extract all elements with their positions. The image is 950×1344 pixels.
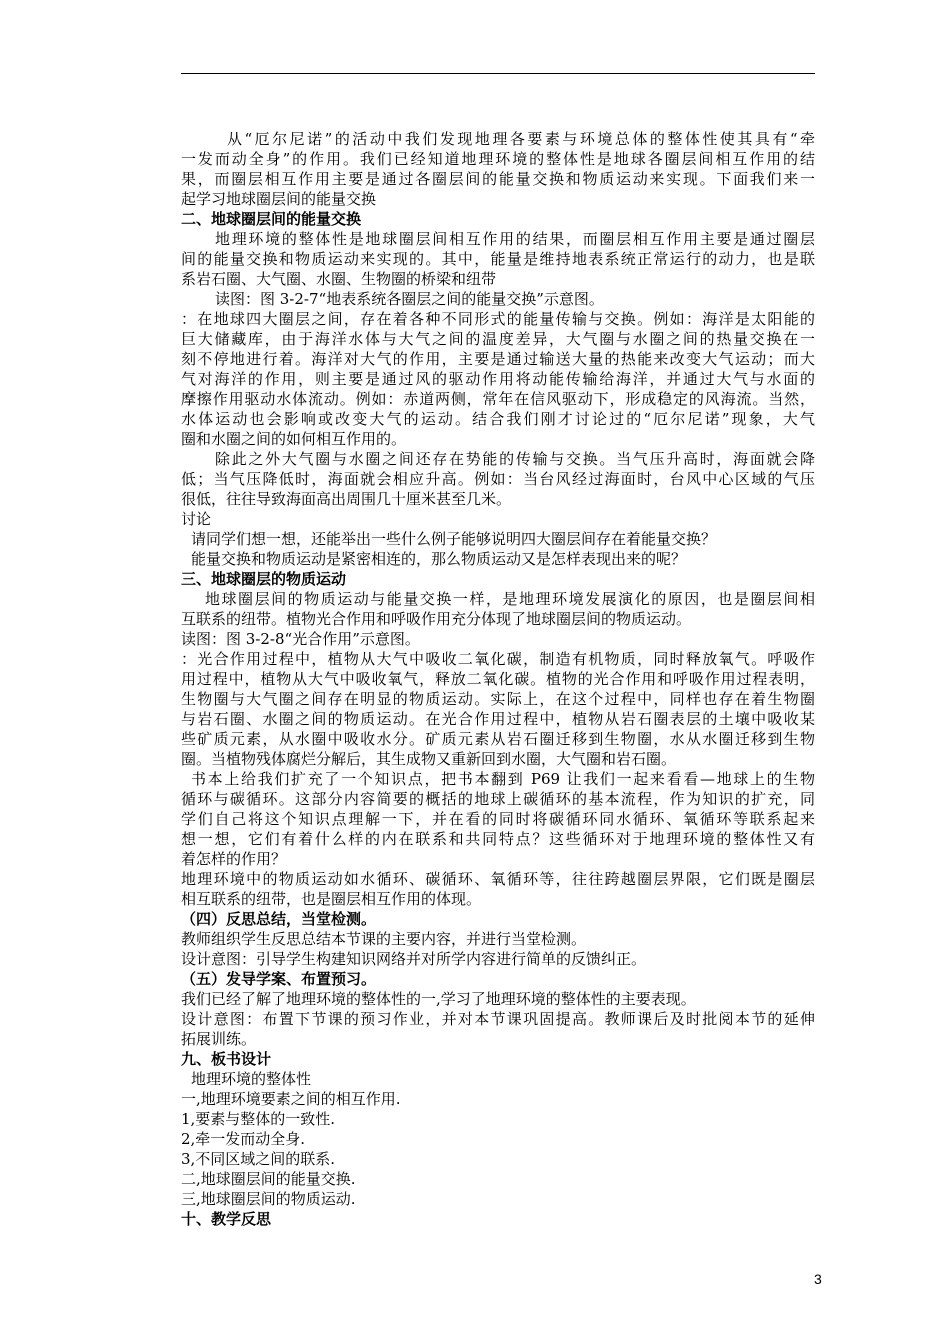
text-line: 1,要素与整体的一致性.: [181, 1110, 336, 1128]
text-line: 想一想，它们有着什么样的内在联系和共同特点？这些循环对于地理环境的整体性又有: [181, 830, 815, 848]
header-rule: [181, 73, 815, 74]
section-heading: 三、地球圈层的物质运动: [181, 570, 347, 588]
page-number: 3: [814, 1271, 822, 1287]
text-line: 地球圈层间的物质运动与能量交换一样，是地理环境发展演化的原因，也是圈层间相: [205, 590, 815, 608]
text-line: 低；当气压降低时，海面就会相应升高。例如：当台风经过海面时，台风中心区域的气压: [181, 470, 815, 488]
text-line: 设计意图：引导学生构建知识网络并对所学内容进行简单的反馈纠正。: [181, 950, 647, 968]
text-line: 书本上给我们扩充了一个知识点，把书本翻到 P69 让我们一起来看看—地球上的生物: [191, 770, 815, 788]
text-line: 系岩石圈、大气圈、水圈、生物圈的桥梁和纽带: [181, 270, 497, 288]
text-line: 循环与碳循环。这部分内容简要的概括的地球上碳循环的基本流程，作为知识的扩充，同: [181, 790, 815, 808]
text-line: 3,不同区域之间的联系.: [181, 1150, 336, 1168]
text-line: 请同学们想一想，还能举出一些什么例子能够说明四大圈层间存在着能量交换？: [191, 530, 717, 548]
text-line: 相互联系的纽带，也是圈层相互作用的体现。: [181, 890, 482, 908]
text-line: 间的能量交换和物质运动来实现的。其中，能量是维持地表系统正常运行的动力，也是联: [181, 250, 815, 268]
text-line: 读图：图 3-2-7“地表系统各圈层之间的能量交换”示意图。: [215, 290, 604, 308]
text-line: 些矿质元素，从水圈中吸收水分。矿质元素从岩石圈迁移到生物圈，水从水圈迁移到生物: [181, 730, 815, 748]
text-line: 一,地理环境要素之间的相互作用.: [181, 1090, 401, 1108]
text-line: 讨论: [181, 510, 212, 528]
text-line: 摩擦作用驱动水体流动。例如：赤道两侧，常年在信风驱动下，形成稳定的风海流。当然，: [181, 390, 815, 408]
text-line: 与岩石圈、水圈之间的物质运动。在光合作用过程中，植物从岩石圈表层的土壤中吸收某: [181, 710, 815, 728]
section-heading: 九、板书设计: [181, 1050, 272, 1068]
text-line: 设计意图：布置下节课的预习作业，并对本节课巩固提高。教师课后及时批阅本节的延伸: [181, 1010, 815, 1028]
text-line: 二,地球圈层间的能量交换.: [181, 1170, 356, 1188]
text-line: 刻不停地进行着。海洋对大气的作用，主要是通过输送大量的热能来改变大气运动；而大: [181, 350, 815, 368]
text-line: 圈和水圈之间的如何相互作用的。: [181, 430, 407, 448]
section-heading: （五）发导学案、布置预习。: [181, 970, 377, 988]
text-line: 生物圈与大气圈之间存在明显的物质运动。实际上，在这个过程中，同样也存在着生物圈: [181, 690, 815, 708]
text-line: 互联系的纽带。植物光合作用和呼吸作用充分体现了地球圈层间的物质运动。: [181, 610, 692, 628]
text-line: 巨大储藏库，由于海洋水体与大气之间的温度差异，大气圈与水圈之间的热量交换在一: [181, 330, 815, 348]
text-line: 地理环境的整体性: [191, 1070, 312, 1088]
text-line: 水体运动也会影响或改变大气的运动。结合我们刚才讨论过的“厄尔尼诺”现象，大气: [181, 410, 815, 428]
document-body: [181, 129, 815, 1229]
text-line: 我们已经了解了地理环境的整体性的一,学习了地理环境的整体性的主要表现。: [181, 990, 696, 1008]
text-line: 拓展训练。: [181, 1030, 257, 1048]
text-line: 地理环境中的物质运动如水循环、碳循环、氧循环等，往往跨越圈层界限，它们既是圈层: [181, 870, 815, 888]
section-heading: 十、教学反思: [181, 1210, 272, 1228]
text-line: 从“厄尔尼诺”的活动中我们发现地理各要素与环境总体的整体性使其具有“牵: [227, 130, 815, 148]
text-line: 着怎样的作用？: [181, 850, 287, 868]
text-line: 圈。当植物残体腐烂分解后，其生成物又重新回到水圈，大气圈和岩石圈。: [181, 750, 677, 768]
text-line: 除此之外大气圈与水圈之间还存在势能的传输与交换。当气压升高时，海面就会降: [215, 450, 815, 468]
section-heading: 二、地球圈层间的能量交换: [181, 210, 362, 228]
text-line: 能量交换和物质运动是紧密相连的，那么物质运动又是怎样表现出来的呢？: [191, 550, 687, 568]
text-line: 2,牵一发而动全身.: [181, 1130, 306, 1148]
text-line: ：光合作用过程中，植物从大气中吸收二氧化碳，制造有机物质，同时释放氧气。呼吸作: [181, 650, 815, 668]
text-line: 学们自己将这个知识点理解一下，并在看的同时将碳循环同水循环、氧循环等联系起来: [181, 810, 815, 828]
text-line: 地理环境的整体性是地球圈层间相互作用的结果，而圈层相互作用主要是通过圈层: [215, 230, 815, 248]
text-line: 果，而圈层相互作用主要是通过各圈层间的能量交换和物质运动来实现。下面我们来一: [181, 170, 815, 188]
text-line: 教师组织学生反思总结本节课的主要内容，并进行当堂检测。: [181, 930, 587, 948]
text-line: 三,地球圈层间的物质运动.: [181, 1190, 356, 1208]
text-line: 读图：图 3-2-8“光合作用”示意图。: [181, 630, 420, 648]
text-line: ：在地球四大圈层之间，存在着各种不同形式的能量传输与交换。例如：海洋是太阳能的: [181, 310, 815, 328]
section-heading: （四）反思总结，当堂检测。: [181, 910, 377, 928]
text-line: 一发而动全身”的作用。我们已经知道地理环境的整体性是地球各圈层间相互作用的结: [181, 150, 815, 168]
text-line: 很低，往往导致海面高出周围几十厘米甚至几米。: [181, 490, 512, 508]
text-line: 气对海洋的作用，则主要是通过风的驱动作用将动能传输给海洋，并通过大气与水面的: [181, 370, 815, 388]
text-line: 用过程中，植物从大气中吸收氧气，释放二氧化碳。植物的光合作用和呼吸作用过程表明，: [181, 670, 815, 688]
text-line: 起学习地球圈层间的能量交换: [181, 190, 377, 208]
